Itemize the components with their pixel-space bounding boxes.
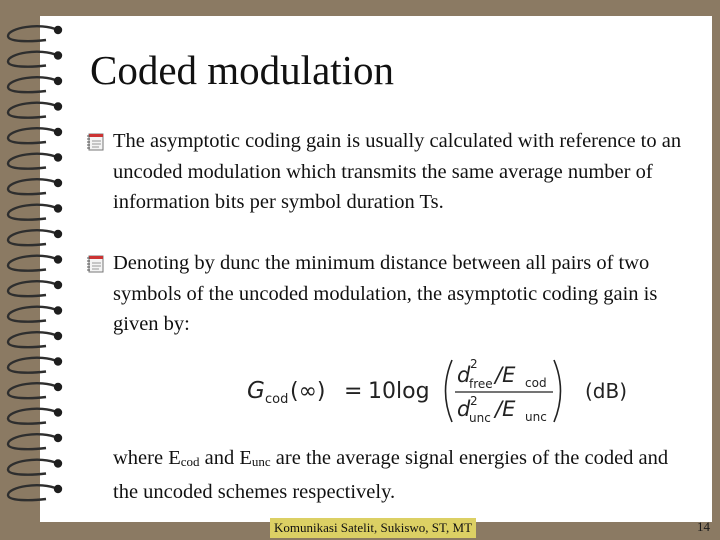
bullet-item	[86, 126, 696, 218]
binding-ring	[8, 307, 58, 322]
den-e: /E	[495, 397, 516, 421]
binding-hole	[54, 357, 62, 365]
binding-ring	[8, 77, 58, 92]
binding-ring	[8, 230, 58, 245]
binding-ring	[8, 154, 58, 169]
slide-title: Coded modulation	[90, 47, 395, 93]
left-paren	[446, 360, 453, 422]
binding-hole	[54, 77, 62, 85]
formula-coef: 10	[368, 379, 396, 404]
right-paren	[554, 360, 561, 422]
page-number: 14	[697, 519, 710, 534]
where-sub-unc: unc	[251, 454, 271, 469]
coding-gain-formula	[245, 350, 665, 430]
binding-ring	[8, 103, 58, 118]
binding-ring	[8, 409, 58, 424]
num-sup: 2	[470, 357, 478, 371]
formula-unit: (dB)	[585, 379, 628, 403]
bullet-text: The asymptotic coding gain is usually calculated with reference to an uncoded modulation which transmits the same average number of information bits per symbol duration Ts.	[113, 130, 682, 213]
binding-ring	[8, 205, 58, 220]
den-d: d	[457, 397, 471, 421]
where-text-3: are the average signal energies of the coded and the uncoded schemes respectively.	[113, 447, 669, 503]
spiral-binding	[0, 20, 70, 520]
slide-footer: Komunikasi Satelit, Sukiswo, ST, MT	[270, 518, 476, 538]
bullet-item	[86, 248, 696, 340]
binding-hole	[54, 102, 62, 110]
where-sub-cod: cod	[180, 454, 200, 469]
binding-hole	[54, 485, 62, 493]
binding-hole	[54, 383, 62, 391]
den-sub: unc	[469, 411, 491, 425]
den-e-sub: unc	[525, 410, 547, 424]
binding-ring	[8, 281, 58, 296]
formula-log: log	[396, 379, 430, 404]
binding-hole	[54, 51, 62, 59]
notebook-icon	[86, 255, 105, 274]
binding-ring	[8, 256, 58, 271]
where-text-1: where E	[113, 447, 181, 469]
binding-hole	[54, 26, 62, 34]
binding-hole	[54, 306, 62, 314]
binding-hole	[54, 434, 62, 442]
bullet-text: Denoting by dunc the minimum distance between all pairs of two symbols of the uncoded modulation, the asymptotic coding gain is given by:	[113, 252, 658, 335]
where-text-2: and E	[199, 447, 252, 469]
num-d: d	[457, 363, 471, 387]
binding-ring	[8, 485, 58, 500]
binding-ring	[8, 26, 58, 41]
binding-hole	[54, 408, 62, 416]
binding-hole	[54, 332, 62, 340]
where-paragraph	[113, 443, 693, 507]
den-sup: 2	[470, 394, 478, 408]
formula-arg: (∞)	[290, 379, 326, 404]
binding-ring	[8, 460, 58, 475]
binding-hole	[54, 128, 62, 136]
binding-hole	[54, 153, 62, 161]
binding-ring	[8, 434, 58, 449]
notebook-icon	[86, 133, 105, 152]
binding-ring	[8, 332, 58, 347]
formula-lhs: G	[247, 378, 265, 404]
num-e: /E	[495, 363, 516, 387]
binding-hole	[54, 459, 62, 467]
binding-hole	[54, 179, 62, 187]
binding-ring	[8, 358, 58, 373]
binding-ring	[8, 179, 58, 194]
binding-ring	[8, 52, 58, 67]
binding-hole	[54, 230, 62, 238]
binding-ring	[8, 383, 58, 398]
binding-hole	[54, 281, 62, 289]
num-e-sub: cod	[525, 376, 547, 390]
binding-hole	[54, 204, 62, 212]
binding-ring	[8, 128, 58, 143]
num-sub: free	[469, 377, 493, 391]
formula-lhs-sub: cod	[265, 392, 289, 407]
binding-hole	[54, 255, 62, 263]
formula-equals: =	[344, 379, 363, 404]
